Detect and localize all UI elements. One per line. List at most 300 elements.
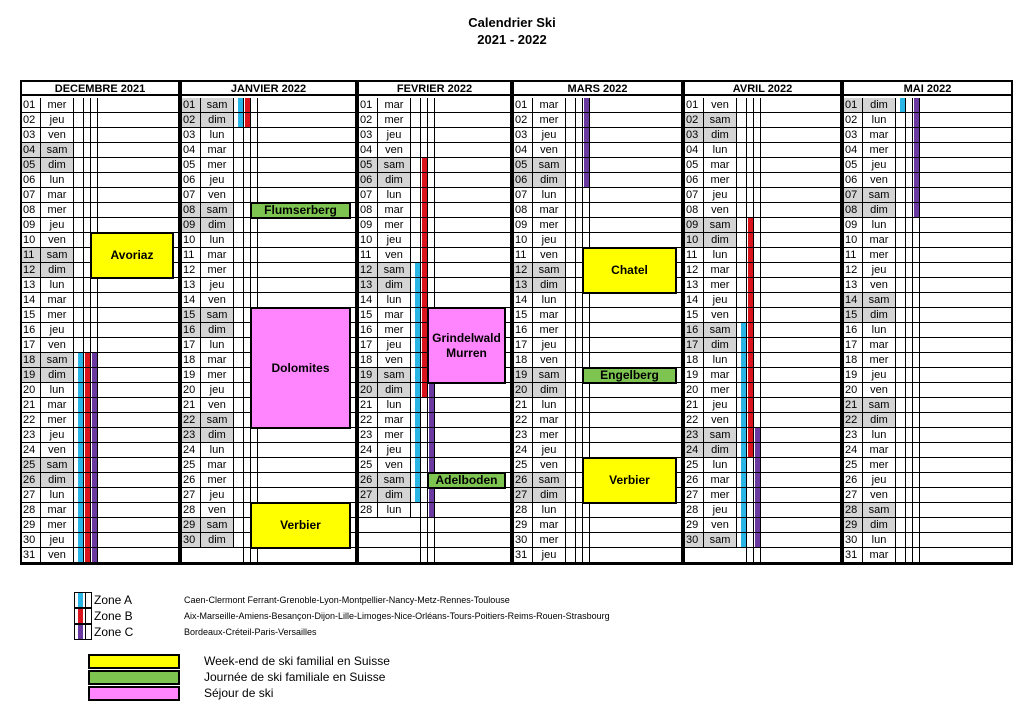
zone-separator	[760, 428, 761, 442]
day-name: dim	[378, 173, 411, 187]
day-number: 25	[22, 458, 41, 472]
day-row	[685, 353, 840, 368]
zone-separator	[97, 518, 98, 532]
zone-separator	[760, 353, 761, 367]
zone-separator	[753, 413, 754, 427]
zone-separator	[90, 308, 91, 322]
day-row	[359, 218, 510, 233]
zone-separator	[905, 533, 906, 547]
zone-separator	[589, 158, 590, 172]
day-row	[685, 323, 840, 338]
zone-separator	[746, 308, 747, 322]
day-number: 13	[685, 278, 704, 292]
zone-separator	[912, 128, 913, 142]
day-row	[182, 443, 355, 458]
day-name: dim	[201, 323, 234, 337]
day-row	[182, 173, 355, 188]
day-number: 03	[22, 128, 41, 142]
day-number: 07	[359, 188, 378, 202]
zone-separator	[420, 428, 421, 442]
zone-separator	[420, 503, 421, 517]
zone-separator	[753, 503, 754, 517]
day-row	[685, 218, 840, 233]
zone-separator	[90, 293, 91, 307]
day-number: 19	[359, 368, 378, 382]
zone-cities: Bordeaux-Créteil-Paris-Versailles	[184, 627, 317, 637]
zone-a-band	[415, 353, 420, 367]
zone-separator	[919, 203, 920, 217]
zone-separator	[582, 188, 583, 202]
day-name: mer	[863, 353, 896, 367]
zone-separator	[243, 488, 244, 502]
event-block[interactable]	[250, 502, 351, 549]
day-name: mer	[378, 113, 411, 127]
day-number: 14	[844, 293, 863, 307]
zone-separator	[746, 548, 747, 562]
day-name: mar	[533, 413, 566, 427]
zone-separator	[905, 263, 906, 277]
day-name: jeu	[533, 443, 566, 457]
zone-separator	[420, 458, 421, 472]
zone-separator	[746, 368, 747, 382]
zone-separator	[905, 338, 906, 352]
day-row	[22, 398, 178, 413]
day-name: mar	[533, 98, 566, 112]
zone-separator	[420, 143, 421, 157]
day-name: mer	[378, 323, 411, 337]
zone-a-band	[741, 443, 746, 457]
zone-separator	[589, 503, 590, 517]
zone-b-band	[748, 443, 753, 457]
day-number: 23	[844, 428, 863, 442]
zone-separator	[905, 398, 906, 412]
day-row	[22, 413, 178, 428]
day-row	[359, 263, 510, 278]
zone-c-band	[429, 413, 434, 427]
day-name: jeu	[533, 128, 566, 142]
zone-separator	[905, 248, 906, 262]
zone-separator	[912, 458, 913, 472]
zone-c-band	[92, 458, 97, 472]
day-number: 18	[685, 353, 704, 367]
zone-separator	[243, 248, 244, 262]
day-number: 02	[359, 113, 378, 127]
day-name: jeu	[533, 548, 566, 562]
day-name: ven	[533, 143, 566, 157]
zone-separator	[427, 398, 428, 412]
zone-separator	[582, 503, 583, 517]
event-block[interactable]	[427, 472, 506, 489]
day-number: 27	[844, 488, 863, 502]
day-row	[685, 503, 840, 518]
zone-c-band	[429, 383, 434, 397]
zone-separator	[919, 143, 920, 157]
zone-separator	[575, 368, 576, 382]
zone-separator	[257, 143, 258, 157]
day-number: 05	[685, 158, 704, 172]
zone-separator	[589, 338, 590, 352]
day-name: ven	[41, 443, 74, 457]
event-block[interactable]	[90, 232, 174, 279]
day-number: 17	[182, 338, 201, 352]
zone-separator	[582, 353, 583, 367]
zone-a-band	[415, 278, 420, 292]
zone-separator	[434, 98, 435, 112]
day-row	[182, 458, 355, 473]
zone-separator	[582, 113, 583, 127]
zone-separator	[250, 263, 251, 277]
day-row	[514, 128, 681, 143]
day-name: ven	[201, 293, 234, 307]
zone-separator	[589, 233, 590, 247]
zone-b-band	[85, 428, 90, 442]
zone-separator	[250, 473, 251, 487]
event-block[interactable]	[582, 367, 677, 384]
zone-separator	[912, 173, 913, 187]
day-name: mer	[533, 113, 566, 127]
zone-separator	[97, 338, 98, 352]
day-name: ven	[378, 143, 411, 157]
zone-separator	[257, 293, 258, 307]
event-label: Avoriaz	[110, 248, 154, 262]
day-number: 27	[22, 488, 41, 502]
zone-separator	[427, 383, 428, 397]
zone-a-band	[741, 338, 746, 352]
zone-b-band	[748, 428, 753, 442]
day-row	[844, 323, 1011, 338]
zone-separator	[420, 173, 421, 187]
day-row	[514, 398, 681, 413]
day-number: 27	[514, 488, 533, 502]
day-number: 12	[685, 263, 704, 277]
zone-separator	[83, 143, 84, 157]
day-number: 28	[22, 503, 41, 517]
zone-separator	[753, 473, 754, 487]
zone-cities: Aix-Marseille-Amiens-Besançon-Dijon-Lille-Limoges-Nice-Orléans-Tours-Poitiers-Reims-Rouen-Strasbourg	[184, 611, 610, 621]
zone-b-band	[748, 218, 753, 232]
day-name: ven	[41, 128, 74, 142]
zone-a-band	[741, 353, 746, 367]
zone-separator	[746, 158, 747, 172]
event-label: Verbier	[609, 473, 650, 487]
zone-b-band	[748, 368, 753, 382]
zone-c-band	[92, 428, 97, 442]
day-number: 09	[182, 218, 201, 232]
zone-separator	[575, 188, 576, 202]
day-name: mer	[41, 203, 74, 217]
zone-separator	[753, 293, 754, 307]
zone-separator	[250, 443, 251, 457]
day-number: 27	[182, 488, 201, 502]
zone-c-band	[429, 398, 434, 412]
day-number: 20	[182, 383, 201, 397]
zone-c-band	[429, 428, 434, 442]
day-row	[359, 518, 510, 533]
event-block[interactable]	[582, 247, 677, 294]
legend-color-label: Week-end de ski familial en Suisse	[204, 654, 390, 668]
day-name: dim	[378, 383, 411, 397]
zone-separator	[427, 548, 428, 562]
zone-a-band	[238, 113, 243, 127]
zone-c-band	[755, 443, 760, 457]
zone-separator	[83, 383, 84, 397]
zone-separator	[912, 413, 913, 427]
day-number: 24	[359, 443, 378, 457]
zone-separator	[912, 188, 913, 202]
zone-separator	[905, 458, 906, 472]
day-name: sam	[704, 218, 737, 232]
zone-separator	[420, 548, 421, 562]
calendar-title	[0, 14, 1024, 48]
zone-separator	[746, 143, 747, 157]
day-row	[844, 248, 1011, 263]
day-number: 11	[844, 248, 863, 262]
zone-separator	[575, 428, 576, 442]
day-number: 28	[685, 503, 704, 517]
zone-separator	[257, 98, 258, 112]
day-row	[182, 233, 355, 248]
day-name: mar	[201, 143, 234, 157]
day-number: 15	[844, 308, 863, 322]
day-name: mer	[378, 428, 411, 442]
day-name: mar	[533, 518, 566, 532]
zone-separator	[434, 113, 435, 127]
zone-separator	[257, 458, 258, 472]
day-number: 14	[685, 293, 704, 307]
day-row	[22, 293, 178, 308]
day-name: sam	[704, 113, 737, 127]
day-name: sam	[41, 353, 74, 367]
day-row	[359, 443, 510, 458]
zone-separator	[97, 548, 98, 562]
day-row	[514, 143, 681, 158]
day-number: 21	[22, 398, 41, 412]
day-name: mar	[378, 413, 411, 427]
day-row	[514, 293, 681, 308]
day-name: lun	[41, 488, 74, 502]
day-row	[844, 518, 1011, 533]
zone-separator	[427, 233, 428, 247]
day-name: mar	[863, 233, 896, 247]
day-row	[22, 308, 178, 323]
day-row	[182, 548, 355, 563]
zone-a-band	[415, 383, 420, 397]
day-number: 04	[22, 143, 41, 157]
title-line2: 2021 - 2022	[477, 32, 547, 47]
day-row	[514, 353, 681, 368]
day-number: 10	[685, 233, 704, 247]
day-row	[182, 143, 355, 158]
month-column	[683, 80, 842, 565]
zone-b-band	[85, 398, 90, 412]
zone-separator	[760, 173, 761, 187]
day-name: lun	[863, 218, 896, 232]
zone-c-band	[92, 473, 97, 487]
zone-separator	[760, 338, 761, 352]
zone-separator	[582, 203, 583, 217]
zone-a-band	[741, 428, 746, 442]
day-name: ven	[533, 353, 566, 367]
zone-separator	[919, 308, 920, 322]
day-name: ven	[704, 98, 737, 112]
zone-c-band	[584, 143, 589, 157]
zone-separator	[427, 143, 428, 157]
event-label: Flumserberg	[264, 203, 337, 217]
zone-separator	[753, 158, 754, 172]
day-row	[685, 233, 840, 248]
zone-separator	[243, 473, 244, 487]
zone-separator	[434, 398, 435, 412]
zone-separator	[919, 293, 920, 307]
day-row	[844, 158, 1011, 173]
day-name: lun	[41, 173, 74, 187]
day-name: lun	[201, 128, 234, 142]
day-number: 15	[182, 308, 201, 322]
zone-c-band	[584, 128, 589, 142]
day-name: jeu	[533, 338, 566, 352]
day-name: ven	[704, 308, 737, 322]
day-name: ven	[378, 458, 411, 472]
zone-separator	[83, 353, 84, 367]
day-number: 18	[22, 353, 41, 367]
day-name: mer	[704, 278, 737, 292]
day-number: 08	[844, 203, 863, 217]
zone-separator	[243, 443, 244, 457]
zone-separator	[905, 368, 906, 382]
zone-separator	[746, 413, 747, 427]
day-number: 29	[182, 518, 201, 532]
zone-separator	[589, 428, 590, 442]
day-number: 14	[182, 293, 201, 307]
day-number: 01	[844, 98, 863, 112]
day-name: jeu	[378, 443, 411, 457]
day-number: 21	[359, 398, 378, 412]
zone-separator	[912, 353, 913, 367]
day-name: sam	[704, 533, 737, 547]
day-number: 23	[22, 428, 41, 442]
legend-color-swatch	[88, 670, 180, 685]
zone-c-band	[92, 383, 97, 397]
day-number: 02	[685, 113, 704, 127]
day-name: lun	[41, 383, 74, 397]
day-number: 16	[22, 323, 41, 337]
day-number: 03	[844, 128, 863, 142]
day-number: 19	[685, 368, 704, 382]
day-name: sam	[863, 293, 896, 307]
zone-separator	[83, 308, 84, 322]
zone-separator	[427, 128, 428, 142]
zone-c-band	[92, 548, 97, 562]
day-number: 14	[514, 293, 533, 307]
zone-separator	[753, 458, 754, 472]
day-name: mer	[533, 323, 566, 337]
zone-separator	[582, 128, 583, 142]
day-number: 05	[359, 158, 378, 172]
zone-a-band	[78, 473, 83, 487]
zone-separator	[575, 278, 576, 292]
zone-a-band	[415, 413, 420, 427]
zone-separator	[919, 98, 920, 112]
day-row	[22, 383, 178, 398]
zone-separator	[420, 398, 421, 412]
day-row	[685, 263, 840, 278]
zone-separator	[97, 128, 98, 142]
zone-separator	[589, 413, 590, 427]
day-name: ven	[863, 488, 896, 502]
zone-separator	[575, 308, 576, 322]
zone-c-band	[429, 443, 434, 457]
zone-separator	[97, 503, 98, 517]
zone-separator	[420, 383, 421, 397]
zone-a-band	[415, 308, 420, 322]
day-row	[22, 428, 178, 443]
day-row	[359, 173, 510, 188]
event-block[interactable]	[250, 202, 351, 219]
day-name: sam	[201, 308, 234, 322]
event-block[interactable]	[250, 307, 351, 429]
day-name: mer	[533, 218, 566, 232]
zone-separator	[753, 278, 754, 292]
day-row	[844, 143, 1011, 158]
day-row	[844, 383, 1011, 398]
day-number: 25	[182, 458, 201, 472]
event-block[interactable]	[582, 457, 677, 504]
day-number: 04	[685, 143, 704, 157]
zone-separator	[250, 233, 251, 247]
zone-a-band	[741, 368, 746, 382]
zone-separator	[90, 218, 91, 232]
zone-separator	[427, 503, 428, 517]
day-number: 25	[514, 458, 533, 472]
day-row	[685, 308, 840, 323]
day-number: 26	[359, 473, 378, 487]
day-name: dim	[533, 383, 566, 397]
day-number: 01	[685, 98, 704, 112]
zone-separator	[420, 158, 421, 172]
day-name: lun	[863, 323, 896, 337]
zone-separator	[746, 323, 747, 337]
zone-separator	[420, 368, 421, 382]
day-row	[22, 368, 178, 383]
event-block[interactable]	[427, 307, 506, 384]
zone-label: Zone B	[94, 609, 133, 623]
day-number: 19	[514, 368, 533, 382]
day-name: dim	[704, 233, 737, 247]
day-number: 02	[22, 113, 41, 127]
day-name: jeu	[41, 428, 74, 442]
zone-separator	[582, 398, 583, 412]
zone-separator	[257, 113, 258, 127]
zone-separator	[243, 323, 244, 337]
zone-separator	[589, 188, 590, 202]
day-name: ven	[41, 233, 74, 247]
day-number: 05	[844, 158, 863, 172]
zone-separator	[589, 218, 590, 232]
day-number: 29	[22, 518, 41, 532]
zone-separator	[83, 518, 84, 532]
day-number: 05	[514, 158, 533, 172]
zone-separator	[83, 278, 84, 292]
day-row	[685, 188, 840, 203]
zone-separator	[912, 233, 913, 247]
zone-separator	[420, 233, 421, 247]
zone-separator	[589, 143, 590, 157]
zone-b-band	[245, 113, 250, 127]
zone-separator	[427, 278, 428, 292]
zone-separator	[83, 233, 84, 247]
day-name: jeu	[704, 503, 737, 517]
day-number: 20	[22, 383, 41, 397]
